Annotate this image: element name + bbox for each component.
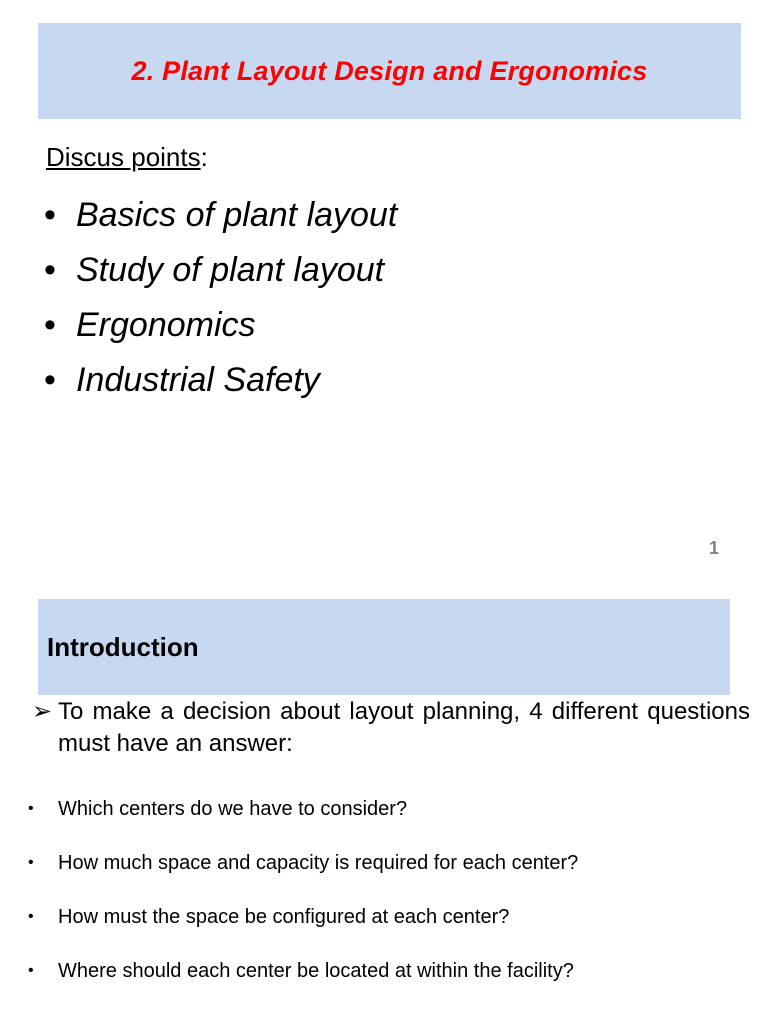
question-text: Which centers do we have to consider? [58, 797, 408, 820]
bullet-icon: • [44, 196, 56, 234]
bullet-icon: • [28, 854, 34, 871]
bullet-icon: • [44, 251, 56, 289]
page-number: 1 [709, 538, 720, 558]
discus-points-label: Discus points [46, 142, 201, 172]
lead-text: To make a decision about layout planning, 4 different questions must have an answer: [58, 698, 750, 757]
point-text: Study of plant layout [76, 251, 385, 289]
slide-title: Introduction [47, 631, 199, 662]
list-item [44, 353, 397, 408]
point-text: Basics of plant layout [76, 196, 398, 234]
list-item [28, 890, 578, 944]
title-banner [38, 599, 730, 695]
lead-paragraph [32, 696, 750, 760]
questions-list [28, 782, 578, 998]
slide-introduction [0, 590, 768, 1024]
list-item [28, 944, 578, 998]
discus-points-colon: : [200, 142, 208, 172]
bullet-icon: • [28, 962, 34, 979]
list-item [28, 836, 578, 890]
list-item [44, 188, 397, 243]
discus-points-list [44, 188, 397, 408]
bullet-icon: • [44, 361, 56, 399]
title-banner [38, 23, 741, 119]
point-text: Industrial Safety [76, 361, 320, 399]
question-text: How much space and capacity is required for each center? [58, 851, 579, 874]
slide-title: 2. Plant Layout Design and Ergonomics [131, 55, 648, 86]
discus-points-heading [46, 142, 208, 173]
question-text: How must the space be configured at each center? [58, 905, 510, 928]
question-text: Where should each center be located at within the facility? [58, 959, 574, 982]
arrow-bullet-icon: ➢ [32, 698, 53, 725]
point-text: Ergonomics [76, 306, 256, 344]
list-item [44, 298, 397, 353]
list-item [28, 782, 578, 836]
bullet-icon: • [28, 908, 34, 925]
bullet-icon: • [28, 800, 34, 817]
list-item [44, 243, 397, 298]
bullet-icon: • [44, 306, 56, 344]
